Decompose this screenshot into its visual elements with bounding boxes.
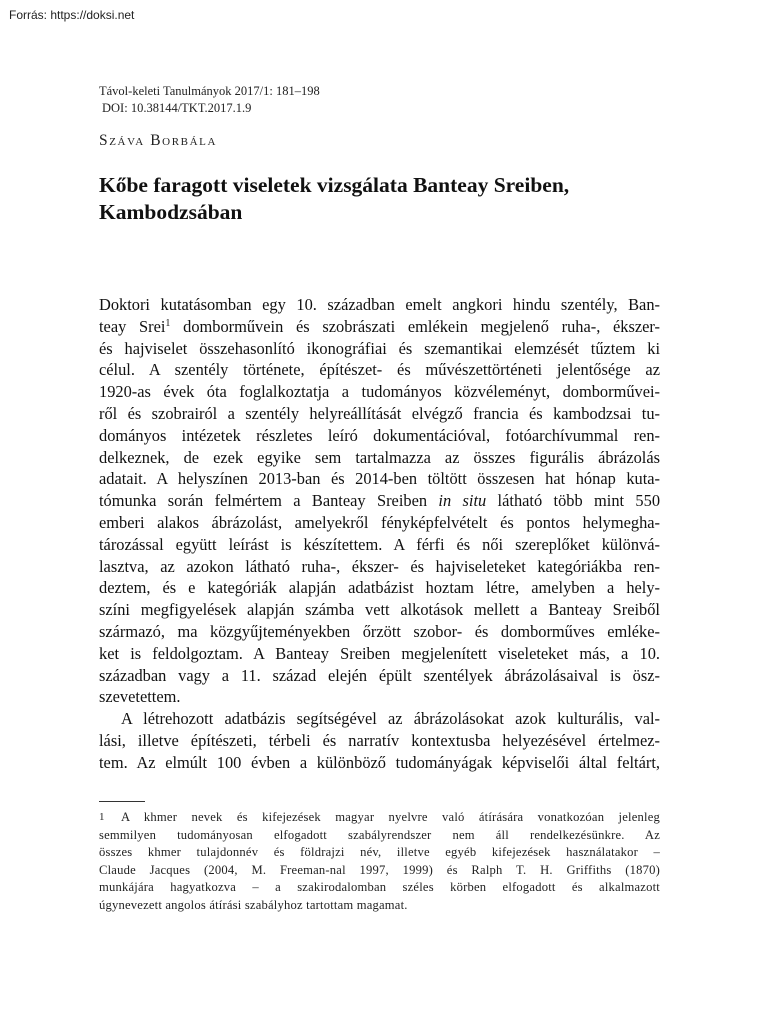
footnote-marker: 1 [99, 811, 105, 823]
title-line: Kambodzsában [99, 200, 243, 224]
text-line: származó, ma közgyűjteményekben őrzött szobor- és domborműves emléke- [99, 621, 660, 641]
italic-term: in situ [438, 491, 487, 511]
text-line: szevetettem. [99, 687, 181, 707]
text-line: színi megfigyelések alapján számba vett alkotások mellett a Banteay Sreiből [99, 600, 660, 620]
text-line: és hajviselet összehasonlító ikonográfiai és szemantikai elemzését tűztem ki [99, 338, 660, 358]
text-line: lási, illetve építészeti, térbeli és narratív kontextusba helyezésével értelmez- [99, 730, 660, 750]
text-line: lasztva, az azokon látható ruha-, ékszer- és hajviseleteket kategóriákba ren- [99, 556, 660, 576]
footnote [99, 809, 660, 915]
text-line: Doktori kutatásomban egy 10. században emelt angkori hindu szentély, Ban- [99, 295, 660, 314]
text-line: tem. Az elmúlt 100 évben a különböző tudományágak képviselői által feltárt, [99, 752, 660, 772]
footnote-line: Claude Jacques (2004, M. Freeman-nal 1997, 1999) és Ralph T. H. Griffiths (1870) [99, 862, 660, 877]
footnote-line: összes khmer tulajdonnév és földrajzi név, illetve egyéb kifejezések használatakor – [99, 845, 660, 860]
footnote-line: semmilyen tudományosan elfogadott szabályrendszer nem áll rendelkezésünkre. Az [99, 827, 660, 842]
text-line: teay Srei$^1$ domborművein és szobrászati emlékein megjelenő ruha-, ékszer- [99, 316, 660, 336]
source-watermark: Forrás: https://doksi.net [9, 8, 135, 22]
author-name: Száva Borbála [99, 132, 217, 149]
text-line: 1920-as évek óta foglalkoztatja a tudományos közvéleményt, domborművei- [99, 382, 660, 402]
footnote-line: munkájára hagyatkozva – a szakirodalomban széles körben elfogadott és alkalmazott [99, 880, 660, 895]
article-title [99, 172, 659, 226]
text-line: dományos intézetek részletes leíró dokumentációval, fotóarchívummal ren- [99, 425, 660, 445]
text-line: tározással együtt leírást is készítettem. A férfi és női szereplőket különvá- [99, 534, 660, 554]
doi: DOI: 10.38144/TKT.2017.1.9 [102, 101, 252, 115]
text-line: delkeznek, de ezek egyike sem tartalmazza az összes figurális ábrázolás [99, 447, 660, 467]
footnote-divider [99, 801, 145, 802]
body-text [99, 294, 660, 774]
text-line: ről és szobrairól a szentély helyreállítását elvégző francia és kambodzsai tu- [99, 403, 660, 423]
footnote-ref[interactable]: 1 [165, 317, 171, 329]
text-line: emberi alakos ábrázolást, amelyekről fényképfelvételt és pontos helymegha- [99, 512, 660, 532]
text-line: században vagy a 11. század elején épült szentélyek ábrázolásaival is ösz- [99, 665, 660, 685]
text-line: A létrehozott adatbázis segítségével az ábrázolásokat azok kulturális, val- [121, 709, 660, 729]
text-line: tómunka során felmértem a Banteay Sreiben in situ látható több mint 550 [99, 491, 661, 511]
footnote-line: úgynevezett angolos átírási szabályhoz tartottam magamat. [99, 897, 408, 912]
text-line: ket is feldolgoztam. A Banteay Sreiben megjelenített viseleteket más, a 10. [99, 643, 660, 663]
text-line: adatait. A helyszínen 2013-ban és 2014-ben töltött összesen hat hónap kuta- [99, 469, 660, 489]
title-line: Kőbe faragott viseletek vizsgálata Banteay Sreiben, [99, 173, 570, 197]
journal-citation: Távol-keleti Tanulmányok 2017/1: 181–198 [99, 84, 320, 98]
footnote-line: A khmer nevek és kifejezések magyar nyelvre való átírására vonatkozóan jelenleg [121, 810, 660, 824]
text-line: deztem, és e kategóriák alapján adatbázist hoztam létre, amelyben a hely- [99, 578, 660, 598]
journal-meta [99, 83, 320, 117]
text-line: célul. A szentély története, építészet- és művészettörténeti jelentősége az [99, 360, 660, 380]
